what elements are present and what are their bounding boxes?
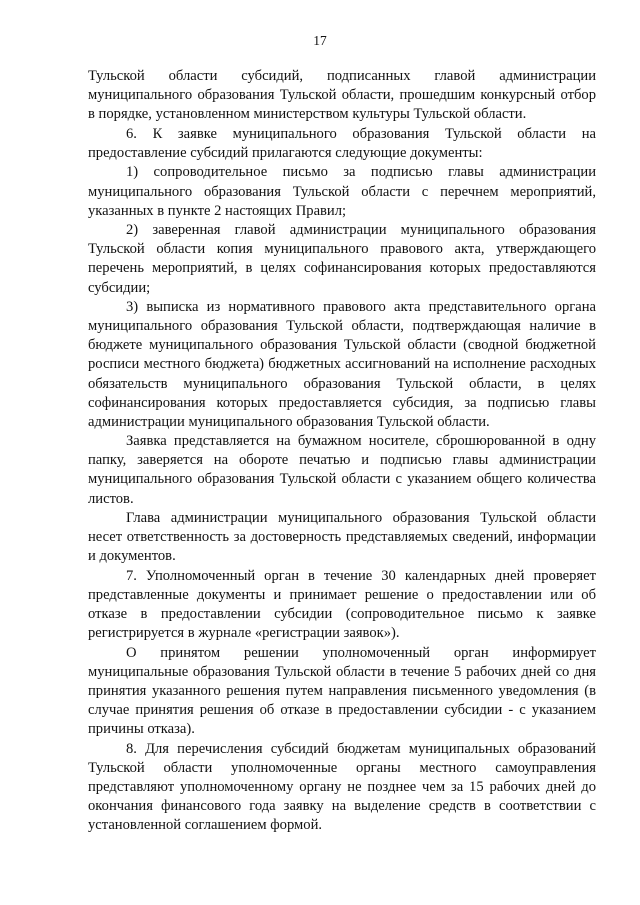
paragraph-notification: О принятом решении уполномоченный орган информирует муниципальные образования Тульской области в течение 5 рабочих дней со дня принятия указанного решения путем направления письменного уведомления (в случае принятия решения об отказе в предоставлении субсидии - с указанием причины отказа). bbox=[88, 644, 596, 738]
paragraph-application-format: Заявка представляется на бумажном носителе, сброшюрованной в одну папку, заверяется на обороте печатью и подписью главы администрации муниципального образования Тульской области с указанием общего количества листов. bbox=[88, 433, 596, 507]
paragraph-item-6: 6. К заявке муниципального образования Тульской области на предоставление субсидий прилагаются следующие документы: bbox=[88, 125, 596, 161]
paragraph-continuation: Тульской области субсидий, подписанных главой администрации муниципального образования Тульской области, прошедшим конкурсный отбор в порядке, установленном министерством культуры Тульской области. bbox=[88, 68, 596, 123]
paragraph-item-8: 8. Для перечисления субсидий бюджетам муниципальных образований Тульской области уполномоченные органы местного самоуправления представляют уполномоченному органу не позднее чем за 15 рабочих дней до окончания финансового года заявку на выделение средств в соответствии с установленной соглашением формой. bbox=[88, 740, 596, 834]
paragraph-subitem-3: 3) выписка из нормативного правового акта представительного органа муниципального образования Тульской области, подтверждающая наличие в бюджете муниципального образования Тульской области (сводной бюджетной росписи местного бюджета) бюджетных ассигнований на исполнение расходных обязательств муниципального образования Тульской области, в целях софинансирования которых предоставляется субсидия, за подписью главы администрации муниципального образования Тульской области. bbox=[88, 299, 596, 430]
paragraph-responsibility: Глава администрации муниципального образования Тульской области несет ответственность за достоверность представляемых сведений, информации и документов. bbox=[88, 510, 596, 565]
page-number: 17 bbox=[313, 33, 327, 48]
document-body bbox=[88, 67, 596, 836]
paragraph-subitem-1: 1) сопроводительное письмо за подписью главы администрации муниципального образования Тульской области с перечнем мероприятий, указанных в пункте 2 настоящих Правил; bbox=[88, 164, 596, 219]
paragraph-item-7: 7. Уполномоченный орган в течение 30 календарных дней проверяет представленные документы и принимает решение о предоставлении или об отказе в предоставлении субсидии (сопроводительное письмо к заявке регистрируется в журнале «регистрации заявок»). bbox=[88, 567, 596, 642]
paragraph-subitem-2: 2) заверенная главой администрации муниципального образования Тульской области копия муниципального правового акта, утверждающего перечень мероприятий, в целях софинансирования которых предоставляются субсидии; bbox=[88, 222, 596, 296]
